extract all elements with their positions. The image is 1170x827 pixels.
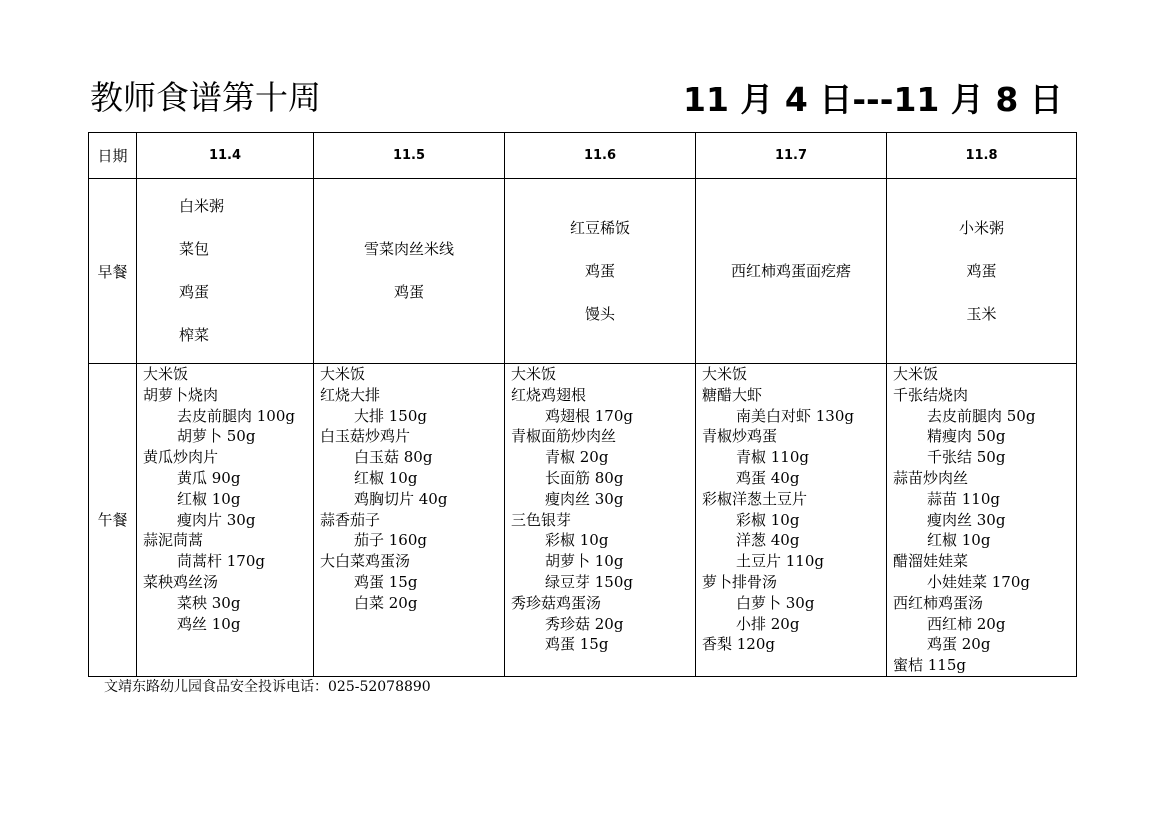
lunch-dish: 千张结烧肉: [893, 385, 969, 404]
menu-table: [88, 132, 1077, 677]
lunch-ingredient: 茄子 160g: [354, 531, 428, 550]
lunch-ingredient: 红椒 10g: [177, 489, 241, 508]
lunch-dish: 醋溜娃娃菜: [893, 552, 969, 571]
lunch-cell: [314, 364, 505, 677]
lunch-ingredient: 长面筋 80g: [545, 468, 624, 487]
lunch-ingredient: 茼蒿杆 170g: [177, 552, 266, 571]
lunch-row: [89, 364, 1077, 677]
lunch-cell: [887, 364, 1077, 677]
date-label: 日期: [89, 133, 137, 179]
lunch-dish: 蒜香茄子: [320, 510, 381, 529]
lunch-ingredient: 鸡丝 10g: [177, 614, 241, 633]
lunch-ingredient: 鸡胸切片 40g: [354, 489, 448, 508]
lunch-ingredient: 彩椒 10g: [736, 510, 800, 529]
lunch-dish: 大米饭: [893, 365, 939, 383]
lunch-ingredient: 鸡蛋 15g: [545, 635, 609, 654]
lunch-ingredient: 菜秧 30g: [177, 593, 241, 612]
lunch-ingredient: 红椒 10g: [354, 468, 418, 487]
lunch-dish: 大米饭: [143, 365, 189, 383]
lunch-dish: 红烧大排: [320, 385, 381, 404]
date-range: 11 月 4 日---11 月 8 日: [683, 80, 1063, 119]
lunch-dish: 彩椒洋葱土豆片: [702, 489, 808, 508]
breakfast-item: 白米粥: [179, 197, 225, 215]
date-cell: 11.5: [314, 133, 505, 179]
lunch-ingredient: 鸡蛋 20g: [927, 635, 991, 654]
breakfast-item: 鸡蛋: [393, 283, 424, 301]
lunch-dish: 西红柿鸡蛋汤: [893, 593, 984, 612]
lunch-ingredient: 胡萝卜 10g: [545, 552, 624, 571]
date-row: [89, 133, 1077, 179]
lunch-ingredient: 蒜苗 110g: [927, 489, 1001, 508]
breakfast-item: 小米粥: [958, 218, 1004, 237]
lunch-dish: 三色银芽: [511, 510, 572, 529]
lunch-ingredient: 白萝卜 30g: [736, 593, 815, 612]
lunch-ingredient: 青椒 110g: [736, 448, 810, 467]
lunch-cell: [137, 364, 314, 677]
breakfast-cell: [505, 179, 696, 364]
lunch-ingredient: 洋葱 40g: [736, 531, 800, 550]
lunch-dish: 大米饭: [702, 365, 748, 383]
lunch-ingredient: 西红柿 20g: [927, 614, 1006, 633]
lunch-dish: 萝卜排骨汤: [702, 572, 778, 591]
breakfast-cell: [696, 179, 887, 364]
lunch-dish: 胡萝卜烧肉: [143, 385, 219, 404]
lunch-dish: 大米饭: [511, 365, 557, 383]
date-cell: 11.6: [505, 133, 696, 179]
date-cell: 11.4: [137, 133, 314, 179]
lunch-ingredient: 青椒 20g: [545, 448, 609, 467]
lunch-dish: 大米饭: [320, 365, 366, 383]
lunch-dish: 青椒面筋炒肉丝: [511, 427, 617, 446]
date-cell: 11.8: [887, 133, 1077, 179]
breakfast-label: 早餐: [89, 179, 137, 364]
lunch-dish: 蒜苗炒肉丝: [893, 468, 969, 487]
breakfast-item: 馒头: [584, 304, 615, 323]
breakfast-cell: [137, 179, 314, 364]
lunch-dish: 秀珍菇鸡蛋汤: [511, 593, 602, 612]
breakfast-item: 榨菜: [179, 326, 210, 344]
lunch-dish: 香梨 120g: [702, 635, 776, 654]
lunch-ingredient: 土豆片 110g: [736, 552, 825, 571]
lunch-ingredient: 瘦肉丝 30g: [927, 510, 1006, 529]
lunch-ingredient: 鸡蛋 40g: [736, 468, 800, 487]
breakfast-item: 菜包: [179, 240, 210, 258]
lunch-ingredient: 白菜 20g: [354, 593, 418, 612]
lunch-ingredient: 千张结 50g: [927, 448, 1006, 467]
breakfast-item: 鸡蛋: [179, 283, 210, 301]
lunch-ingredient: 鸡蛋 15g: [354, 572, 418, 591]
lunch-dish: 青椒炒鸡蛋: [702, 427, 778, 446]
complaint-hotline-footer: 文靖东路幼儿园食品安全投诉电话：025-52078890: [104, 679, 431, 695]
date-cell: 11.7: [696, 133, 887, 179]
lunch-ingredient: 秀珍菇 20g: [545, 614, 624, 633]
breakfast-row: [89, 179, 1077, 364]
breakfast-cell: [314, 179, 505, 364]
lunch-ingredient: 黄瓜 90g: [177, 468, 241, 487]
lunch-ingredient: 白玉菇 80g: [354, 448, 433, 467]
breakfast-cell: [887, 179, 1077, 364]
lunch-ingredient: 绿豆芽 150g: [545, 572, 634, 591]
lunch-ingredient: 南美白对虾 130g: [736, 406, 855, 425]
lunch-ingredient: 小娃娃菜 170g: [927, 572, 1031, 591]
lunch-ingredient: 去皮前腿肉 50g: [927, 406, 1036, 425]
breakfast-item: 鸡蛋: [584, 261, 615, 280]
lunch-dish: 黄瓜炒肉片: [143, 448, 219, 467]
lunch-dish: 蜜桔 115g: [893, 656, 967, 675]
breakfast-item: 红豆稀饭: [569, 218, 630, 237]
lunch-dish: 菜秧鸡丝汤: [143, 572, 219, 591]
lunch-ingredient: 胡萝卜 50g: [177, 427, 256, 446]
lunch-ingredient: 彩椒 10g: [545, 531, 609, 550]
breakfast-item: 西红柿鸡蛋面疙瘩: [730, 261, 851, 280]
breakfast-item: 鸡蛋: [966, 261, 997, 280]
lunch-ingredient: 精瘦肉 50g: [927, 427, 1006, 446]
lunch-label: 午餐: [89, 364, 137, 677]
breakfast-item: 玉米: [966, 304, 997, 323]
lunch-ingredient: 小排 20g: [736, 614, 800, 633]
lunch-ingredient: 鸡翅根 170g: [545, 406, 634, 425]
lunch-ingredient: 去皮前腿肉 100g: [177, 406, 296, 425]
lunch-dish: 白玉菇炒鸡片: [320, 427, 411, 446]
lunch-cell: [696, 364, 887, 677]
lunch-ingredient: 大排 150g: [354, 406, 428, 425]
lunch-cell: [505, 364, 696, 677]
page-title: 教师食谱第十周: [90, 78, 321, 117]
lunch-ingredient: 瘦肉丝 30g: [545, 489, 624, 508]
breakfast-item: 雪菜肉丝米线: [363, 240, 454, 258]
lunch-ingredient: 瘦肉片 30g: [177, 510, 256, 529]
lunch-ingredient: 红椒 10g: [927, 531, 991, 550]
lunch-dish: 红烧鸡翅根: [511, 385, 587, 404]
lunch-dish: 糖醋大虾: [702, 385, 763, 404]
lunch-dish: 大白菜鸡蛋汤: [320, 552, 411, 571]
lunch-dish: 蒜泥茼蒿: [143, 531, 204, 550]
